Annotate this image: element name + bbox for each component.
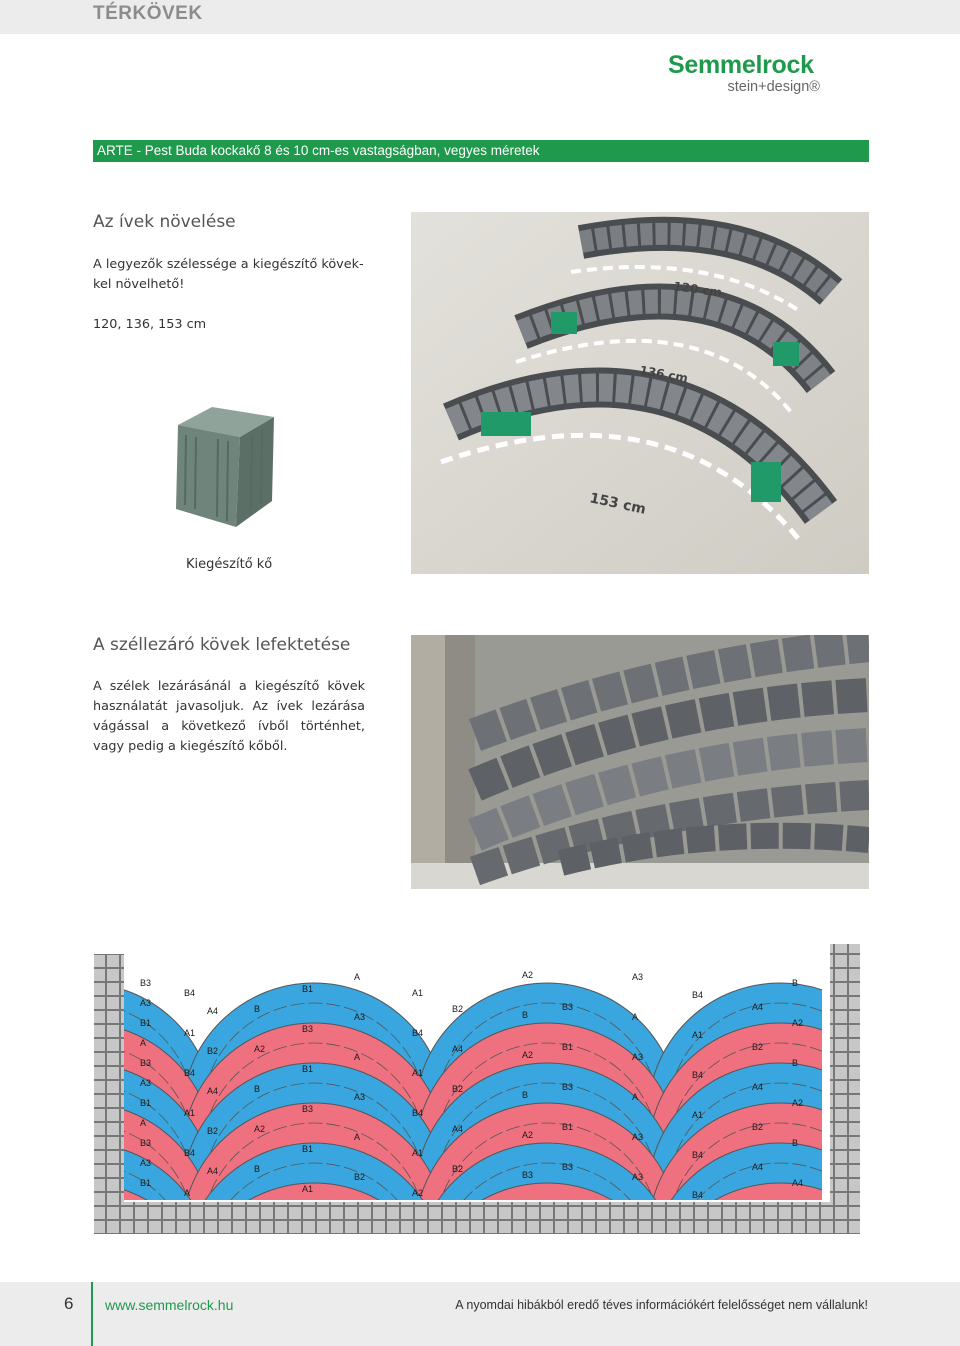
fan-stone-label: A2 — [522, 970, 534, 980]
fan-stone-label: B2 — [207, 1126, 219, 1136]
fan-stone-label: B1 — [140, 1018, 152, 1028]
edge-stones-text: A szélek lezárásánál a kiegészítő kövek használatát javasoljuk. Az ívek lezárása vágással a következő ívből történhet, vagy pedig a kiegészítő kőből. — [93, 679, 365, 754]
top-bar — [0, 0, 960, 34]
fan-stone-label: A2 — [792, 1018, 804, 1028]
supplementary-stone-caption: Kiegészítő kő — [186, 557, 273, 572]
fan-stone-label: B3 — [562, 1162, 574, 1172]
arc-sizes: 120, 136, 153 cm — [93, 317, 207, 332]
fan-stone-label: B3 — [140, 1138, 152, 1148]
section-title: TÉRKÖVEK — [93, 3, 203, 24]
logo-subtitle: stein+design® — [727, 79, 820, 95]
fan-stone-label: A4 — [452, 1124, 464, 1134]
fan-stone-label: A3 — [140, 1078, 152, 1088]
fan-stone-label: B1 — [140, 1178, 152, 1188]
fan-stone-label: B — [792, 978, 799, 988]
fan-stone-label: A4 — [792, 1178, 804, 1188]
fan-stone-label: B2 — [452, 1164, 464, 1174]
fan-stone-label: A3 — [354, 1092, 366, 1102]
fan-stone-label: B3 — [140, 1058, 152, 1068]
fan-stone-label: A — [184, 1188, 191, 1198]
fan-stone-label: A3 — [354, 1012, 366, 1022]
fan-stone-label: B4 — [692, 990, 704, 1000]
fan-stone-label: A3 — [632, 1052, 644, 1062]
fan-stone-label: A4 — [207, 1086, 219, 1096]
fan-stone-label: A3 — [632, 1132, 644, 1142]
fan-stone-label: B4 — [692, 1070, 704, 1080]
fan-stone-label: A3 — [632, 1172, 644, 1182]
fan-stone-label: A4 — [752, 1082, 764, 1092]
fan-stone-label: A — [632, 1092, 639, 1102]
fan-stone-label: B4 — [184, 988, 196, 998]
fan-stone-label: B2 — [752, 1122, 764, 1132]
fan-stone-label: A4 — [207, 1166, 219, 1176]
fan-stone-label: A4 — [752, 1002, 764, 1012]
fan-stone-label: B — [254, 1084, 261, 1094]
fan-stone-label: A4 — [207, 1006, 219, 1016]
fan-stone-label: A1 — [692, 1110, 704, 1120]
fan-stone-label: B2 — [452, 1084, 464, 1094]
fan-stone-label: B3 — [562, 1002, 574, 1012]
fan-stone-label: A4 — [452, 1044, 464, 1054]
fan-stone-label: B1 — [562, 1122, 574, 1132]
fan-stone-label: A2 — [412, 1188, 424, 1198]
fan-stone-label: B1 — [302, 1064, 314, 1074]
paving-photo — [411, 635, 869, 889]
arc-widening-line-2: kel növelhető! — [93, 277, 185, 292]
page-footer — [0, 1282, 960, 1346]
fan-stone-label: A — [354, 972, 361, 982]
fan-stone-label: A1 — [302, 1184, 314, 1194]
fan-stone-label: B2 — [452, 1004, 464, 1014]
fan-stone-label: A1 — [412, 1068, 424, 1078]
edge-stones-heading: A széllezáró kövek lefektetése — [93, 635, 351, 655]
fan-stone-label: B3 — [302, 1104, 314, 1114]
fan-stone-label: B1 — [302, 1144, 314, 1154]
arc-widening-line-1: A legyezők szélessége a kiegészítő kövek- — [93, 257, 364, 272]
fan-stone-label: B3 — [522, 1170, 534, 1180]
fan-stone-label: B4 — [184, 1148, 196, 1158]
fan-stone-label: B4 — [412, 1028, 424, 1038]
fan-stone-label: B3 — [562, 1082, 574, 1092]
fan-stone-label: B1 — [140, 1098, 152, 1108]
fan-stone-label: A2 — [522, 1050, 534, 1060]
page-number: 6 — [64, 1294, 74, 1313]
fan-stone-label: A1 — [412, 988, 424, 998]
supplementary-stone-image — [172, 405, 280, 535]
fan-stone-label: A3 — [140, 1158, 152, 1168]
semmelrock-logo — [668, 52, 870, 96]
fan-stone-label: A2 — [522, 1130, 534, 1140]
fan-stone-label: A1 — [412, 1148, 424, 1158]
fan-stone-label: A — [354, 1052, 361, 1062]
fan-stone-label: B2 — [752, 1042, 764, 1052]
fan-stone-label: B — [792, 1138, 799, 1148]
fan-stone-label: A2 — [792, 1098, 804, 1108]
fan-stone-label: A — [632, 1012, 639, 1022]
fan-stone-label: B4 — [692, 1150, 704, 1160]
fan-stone-label: B — [792, 1058, 799, 1068]
product-banner-text: ARTE - Pest Buda kockakő 8 és 10 cm-es vastagságban, vegyes méretek — [97, 143, 540, 158]
fan-stone-label: A3 — [140, 998, 152, 1008]
fan-stone-label: A — [140, 1118, 147, 1128]
arc-label-136: 136 cm — [638, 363, 690, 386]
fan-stone-label: A1 — [184, 1028, 196, 1038]
fan-stone-label: B2 — [207, 1046, 219, 1056]
arc-label-153: 153 cm — [588, 490, 648, 518]
fan-pattern-diagram — [92, 940, 862, 1250]
fan-stone-label: A — [354, 1132, 361, 1142]
fan-stone-label: B3 — [140, 978, 152, 988]
product-banner — [93, 140, 869, 162]
fan-stone-label: B — [522, 1010, 529, 1020]
website-link[interactable]: www.semmelrock.hu — [105, 1297, 234, 1313]
fan-stone-label: B1 — [302, 984, 314, 994]
fan-stone-label: B3 — [302, 1024, 314, 1034]
footer-divider — [91, 1282, 93, 1346]
footer-disclaimer: A nyomdai hibákból eredő téves információkért felelősséget nem vállalunk! — [455, 1298, 868, 1312]
fan-stone-label: B1 — [562, 1042, 574, 1052]
fan-stone-label: A4 — [752, 1162, 764, 1172]
arc-widening-text — [93, 255, 365, 295]
fan-stone-label: A — [140, 1038, 147, 1048]
arc-widening-heading: Az ívek növelése — [93, 212, 236, 232]
arc-label-120: 120 cm — [672, 279, 723, 300]
fan-stone-label: A3 — [632, 972, 644, 982]
arcs-photo — [411, 212, 869, 574]
fan-stone-label: B — [254, 1004, 261, 1014]
fan-stone-label: A1 — [692, 1030, 704, 1040]
fan-stone-label: B — [254, 1164, 261, 1174]
logo-name: Semmelrock — [668, 51, 814, 79]
fan-stone-label: B4 — [692, 1190, 704, 1200]
fan-stone-label: B4 — [412, 1108, 424, 1118]
fan-stone-label: B2 — [354, 1172, 366, 1182]
fan-stone-label: B — [522, 1090, 529, 1100]
fan-stone-label: B4 — [184, 1068, 196, 1078]
fan-stone-label: A1 — [184, 1108, 196, 1118]
fan-stone-label: A2 — [254, 1124, 266, 1134]
fan-stone-label: A2 — [254, 1044, 266, 1054]
